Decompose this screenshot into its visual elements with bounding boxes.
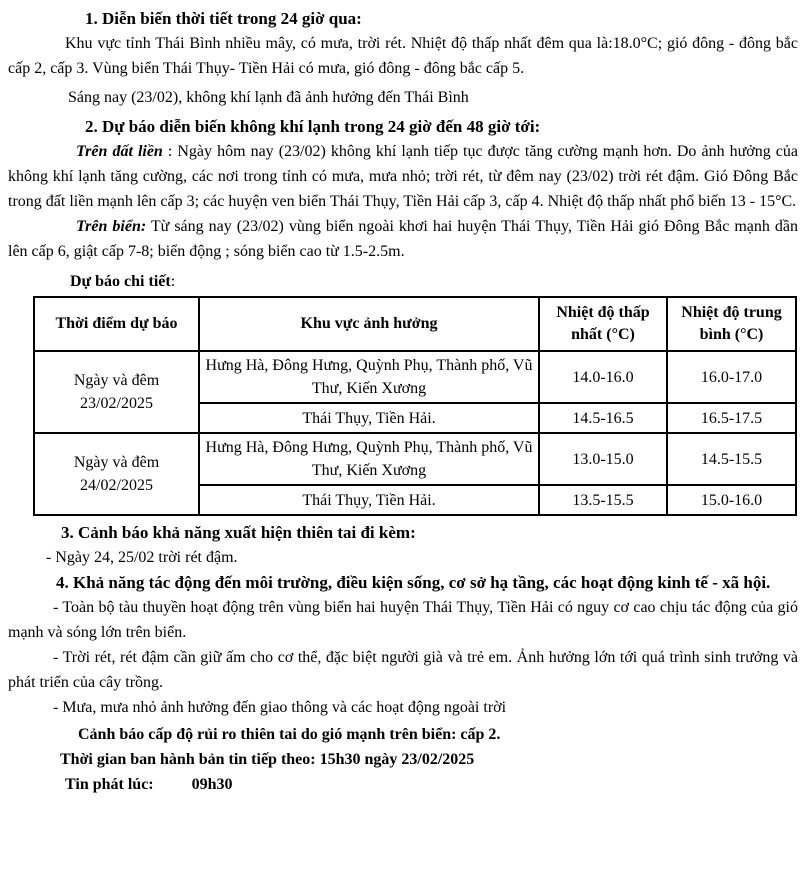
- land-forecast-text: : Ngày hôm nay (23/02) không khí lạnh tiếp tục được tăng cường mạnh hơn. Do ảnh hưởng của không khí lạnh tăng cường, các nơi trong tỉnh có mưa, mưa nhỏ; trời rét, từ đêm nay (23/02) trời rét đậm. Gió Đông Bắc trong đất liền mạnh lên cấp 3; các huyện ven biển Thái Thụy, Tiền Hải cấp 3, cấp 4. Nhiệt độ thấp nhất phổ biến 13 - 15°C.: [8, 143, 799, 210]
- table-cell-region: Hưng Hà, Đông Hưng, Quỳnh Phụ, Thành phố, Vũ Thư, Kiến Xương: [199, 351, 539, 403]
- section-1-heading: 1. Diễn biến thời tiết trong 24 giờ qua:: [85, 9, 362, 28]
- section-4-bullet: - Toàn bộ tàu thuyền hoạt động trên vùng biển hai huyện Thái Thụy, Tiền Hải có nguy cơ cao chịu tác động của gió mạnh và sóng lớn trên biển.: [8, 599, 798, 641]
- table-row: [34, 351, 796, 403]
- table-cell-min-temp: 13.5-15.5: [539, 485, 667, 515]
- table-cell-min-temp: 13.0-15.0: [539, 433, 667, 485]
- next-bulletin-time: Thời gian ban hành bản tin tiếp theo: 15h30 ngày 23/02/2025: [60, 751, 475, 768]
- table-header-min-temp: Nhiệt độ thấp nhất (°C): [539, 297, 667, 351]
- section-2-heading: 2. Dự báo diễn biến không khí lạnh trong 24 giờ đến 48 giờ tới:: [85, 117, 541, 136]
- section-3-heading: 3. Cảnh báo khả năng xuất hiện thiên tai đi kèm:: [61, 523, 416, 542]
- table-cell-region: Thái Thụy, Tiền Hải.: [199, 403, 539, 433]
- section-4-bullet: - Trời rét, rét đậm cần giữ ấm cho cơ thể, đặc biệt người già và trẻ em. Ảnh hưởng lớn tới quá trình sinh trưởng và phát triển của cây trồng.: [8, 649, 798, 691]
- table-cell-avg-temp: 14.5-15.5: [667, 433, 796, 485]
- section-1-paragraph: Khu vực tỉnh Thái Bình nhiều mây, có mưa, trời rét. Nhiệt độ thấp nhất đêm qua là:18.0°C; gió đông - đông bắc cấp 2, cấp 3. Vùng biển Thái Thụy- Tiền Hải có mưa, gió đông - đông bắc cấp 5.: [8, 35, 798, 77]
- table-cell-region: Hưng Hà, Đông Hưng, Quỳnh Phụ, Thành phố, Vũ Thư, Kiến Xương: [199, 433, 539, 485]
- section-4-heading: 4. Khả năng tác động đến môi trường, điều kiện sống, cơ sở hạ tầng, các hoạt động kinh tế - xã hội.: [56, 573, 771, 592]
- table-cell-avg-temp: 16.5-17.5: [667, 403, 796, 433]
- table-row: [34, 433, 796, 485]
- issue-time-line: [8, 772, 798, 797]
- land-forecast-paragraph: [8, 139, 798, 214]
- section-4-bullet: - Mưa, mưa nhỏ ảnh hưởng đến giao thông và các hoạt động ngoài trời: [53, 699, 507, 716]
- sea-forecast-label: Trên biển:: [76, 218, 147, 235]
- sea-forecast-text: Từ sáng nay (23/02) vùng biển ngoài khơi hai huyện Thái Thụy, Tiền Hải gió Đông Bắc mạnh dần lên cấp 6, giật cấp 7-8; biển động ; sóng biển cao từ 1.5-2.5m.: [8, 218, 799, 260]
- risk-level-warning: Cảnh báo cấp độ rủi ro thiên tai do gió mạnh trên biển: cấp 2.: [78, 726, 501, 743]
- cold-air-note: Sáng nay (23/02), không khí lạnh đã ảnh hưởng đến Thái Bình: [68, 89, 469, 106]
- table-cell-min-temp: 14.5-16.5: [539, 403, 667, 433]
- table-cell-avg-temp: 16.0-17.0: [667, 351, 796, 403]
- forecast-table-caption-colon: :: [170, 273, 176, 290]
- table-cell-time: Ngày và đêm 23/02/2025: [34, 351, 199, 433]
- sea-forecast-paragraph: [8, 214, 798, 264]
- table-cell-time: Ngày và đêm 24/02/2025: [34, 433, 199, 515]
- forecast-table: [33, 296, 797, 516]
- table-cell-avg-temp: 15.0-16.0: [667, 485, 796, 515]
- table-header-avg-temp: Nhiệt độ trung bình (°C): [667, 297, 796, 351]
- table-header-row: [34, 297, 796, 351]
- table-header-region: Khu vực ảnh hưởng: [199, 297, 539, 351]
- section-3-bullet: - Ngày 24, 25/02 trời rét đậm.: [46, 549, 238, 566]
- table-cell-min-temp: 14.0-16.0: [539, 351, 667, 403]
- issue-time-label: Tin phát lúc:: [65, 776, 154, 793]
- forecast-table-caption: [8, 269, 798, 294]
- land-forecast-label: Trên đất liền: [76, 143, 163, 160]
- table-cell-region: Thái Thụy, Tiền Hải.: [199, 485, 539, 515]
- issue-time-value: 09h30: [191, 776, 233, 793]
- table-header-time: Thời điểm dự báo: [34, 297, 199, 351]
- forecast-table-caption-text: Dự báo chi tiết: [70, 273, 171, 290]
